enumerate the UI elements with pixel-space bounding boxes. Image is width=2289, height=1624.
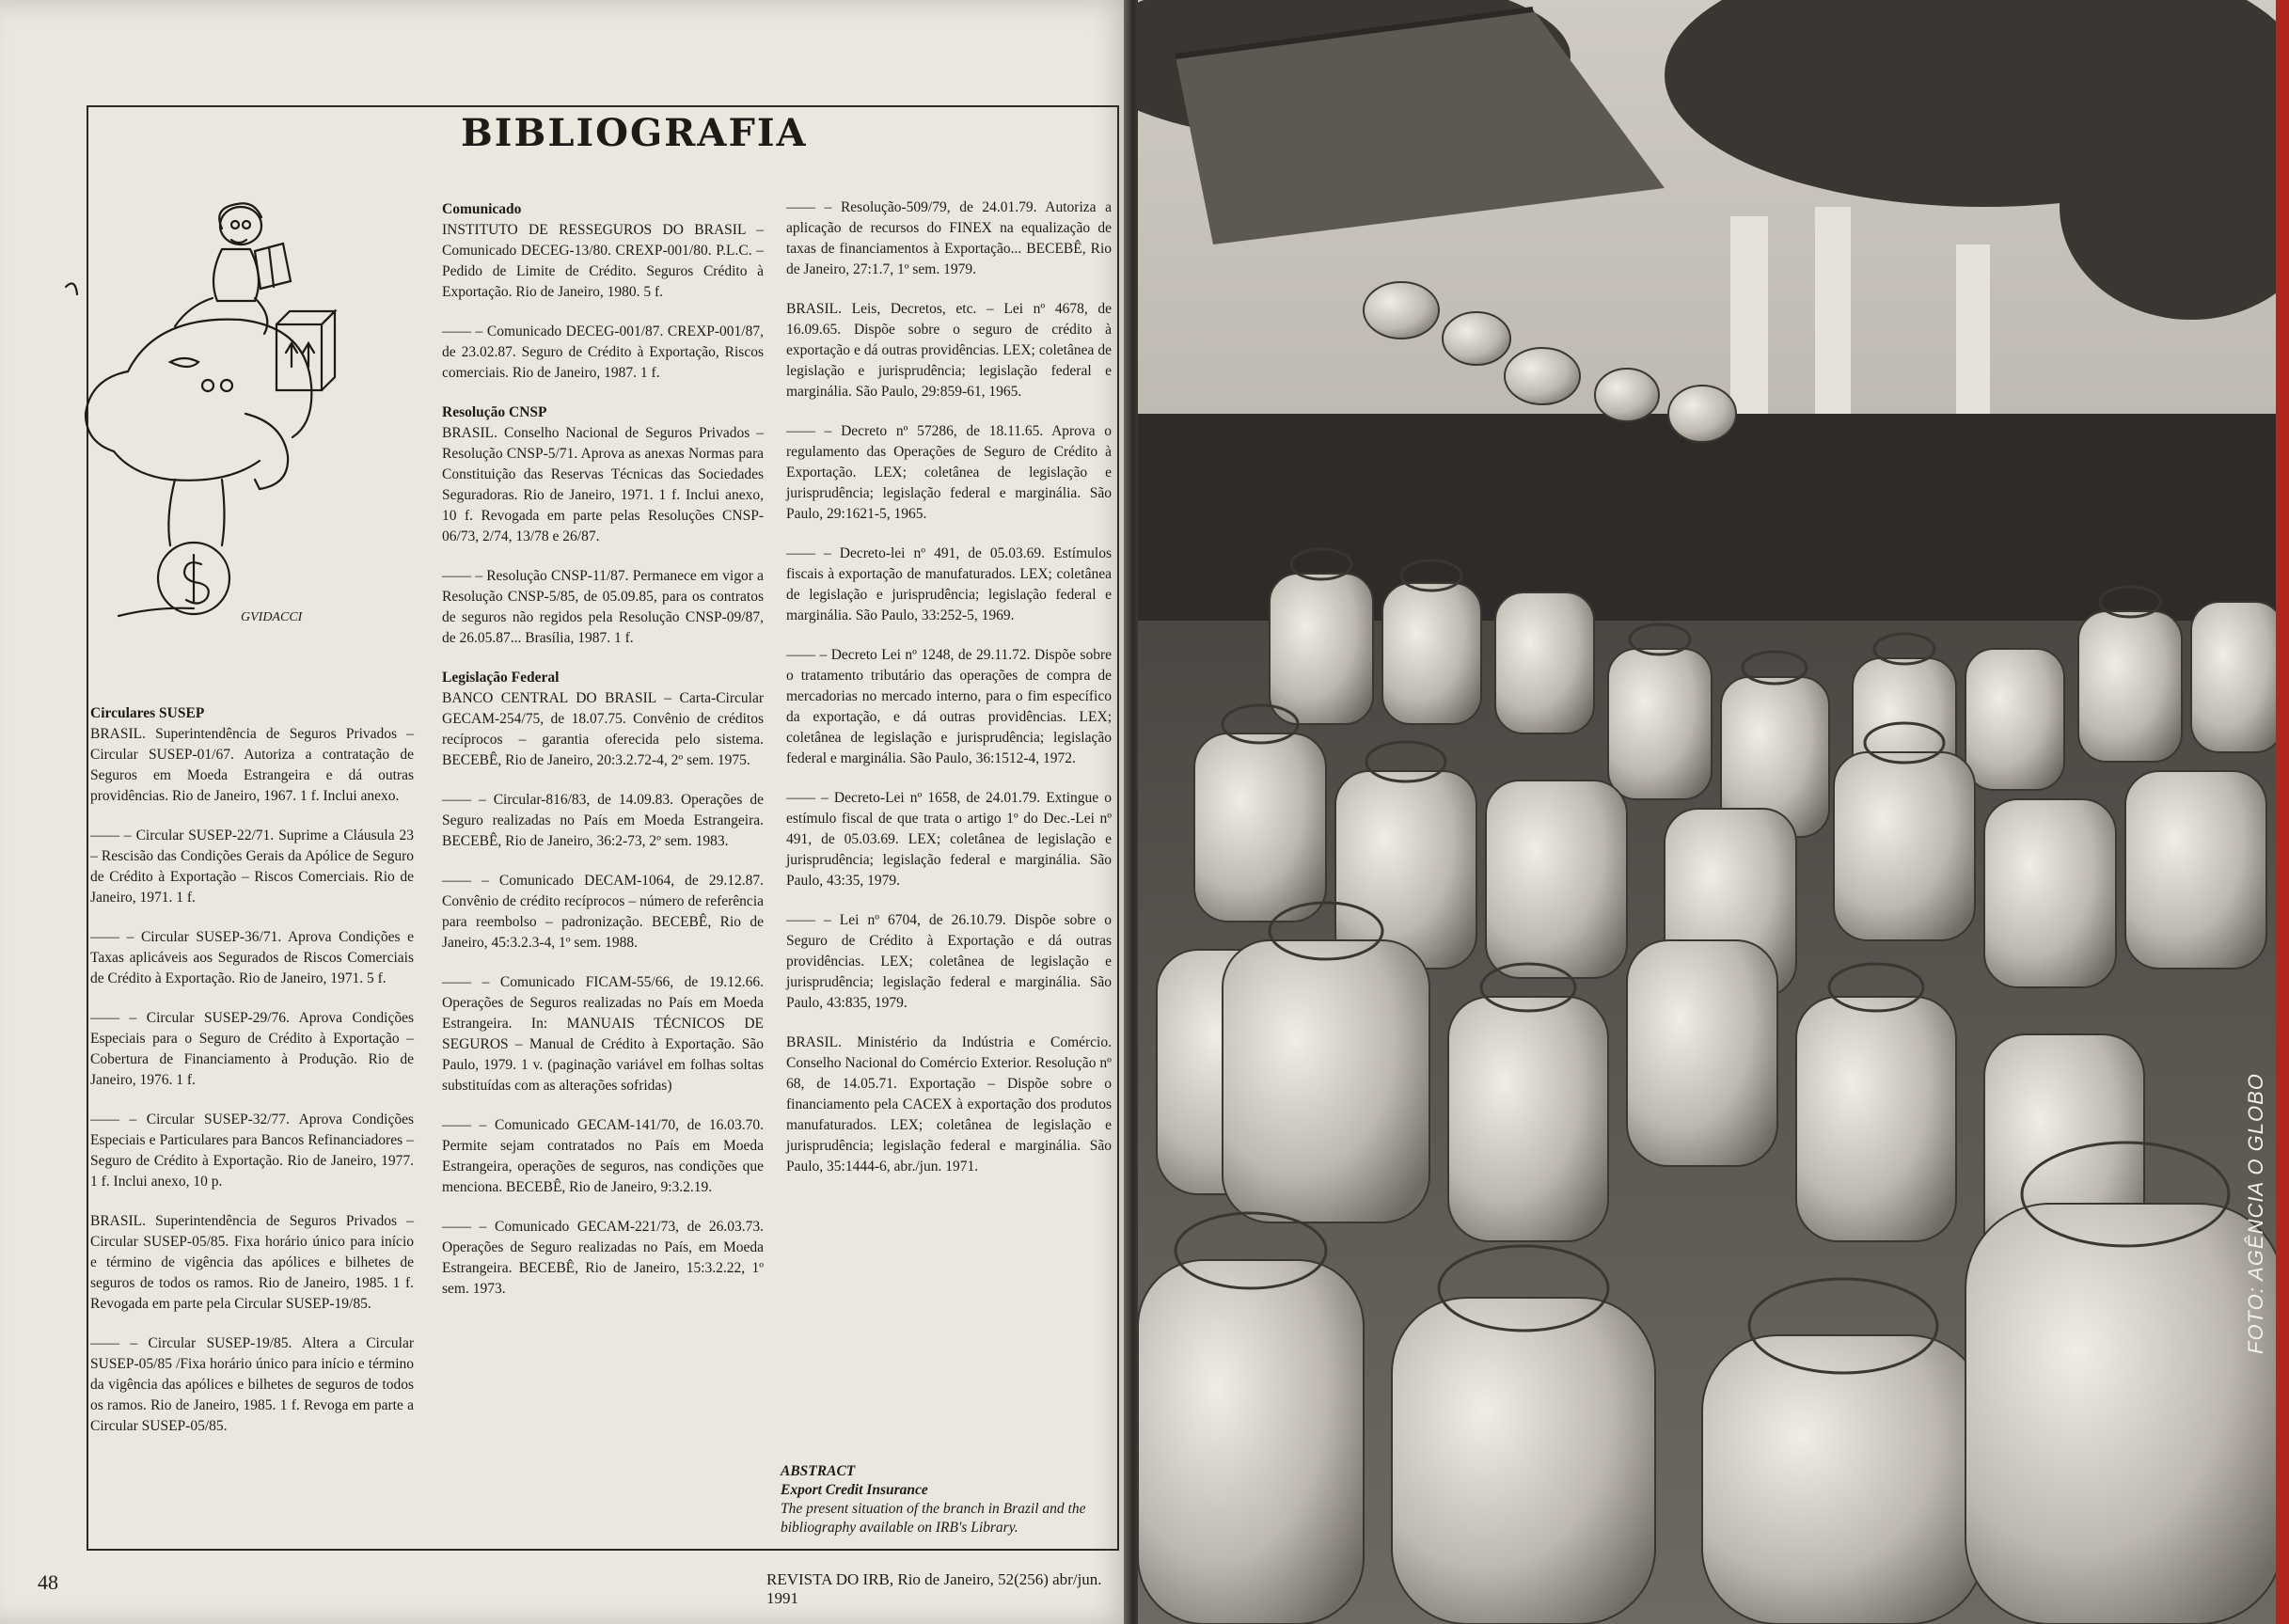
- bibliography-entry: —— – Comunicado DECEG-001/87. CREXP-001/87, de 23.02.87. Seguro de Crédito à Exportação, Riscos comerciais. Rio de Janeiro, 1987. 1 f.: [442, 323, 764, 381]
- bibliography-entry: BRASIL. Superintendência de Seguros Privados – Circular SUSEP-05/85. Fixa horário único para início e término de vigência das apólices e bilhetes de seguros de todos os ramos. Rio de Janeiro, 1985. 1 f. Revogada em parte pela Circular SUSEP-19/85.: [90, 1213, 414, 1312]
- section-heading: Resolução CNSP: [442, 404, 547, 420]
- left-page: [0, 0, 1133, 1624]
- bibliography-entry: —— – Circular SUSEP-19/85. Altera a Circular SUSEP-05/85 /Fixa horário único para início e término da vigência das apólices e bilhetes de seguros de todos os ramos. Rio de Janeiro, 1985. 1 f. Revoga em parte a Circular SUSEP-05/85.: [90, 1335, 414, 1434]
- abstract-subtitle: Export Credit Insurance: [781, 1482, 928, 1498]
- bibliography-entry: —— – Decreto Lei nº 1248, de 29.11.72. Dispõe sobre o tratamento tributário das operações de compra de mercadorias no mercado interno, para o fim específico da exportação, e dá outras providências. LEX; coletânea de legislação e jurisprudência; legislação federal e marginália. São Paulo, 36:1512-4, 1972.: [786, 647, 1112, 766]
- section-heading: Legislação Federal: [442, 670, 560, 686]
- bibliography-entry: BRASIL. Ministério da Indústria e Comércio. Conselho Nacional do Comércio Exterior. Resolução nº 68, de 14.05.71. Exportação – Dispõe sobre o financiamento pela CACEX à exportação dos produtos manufaturados. LEX; coletânea de legislação e jurisprudência; legislação federal e marginália. São Paulo, 35:1444-6, abr./jun. 1971.: [786, 1034, 1112, 1175]
- photo-credit: FOTO: AGÊNCIA O GLOBO: [2244, 1073, 2267, 1354]
- bibliography-entry: —— – Comunicado FICAM-55/66, de 19.12.66. Operações de Seguros realizadas no País em Moeda Estrangeira. In: MANUAIS TÉCNICOS DE SEGUROS – Manual de Crédito à Exportação. São Paulo, 1979. 1 v. (paginação variável em folhas soltas substituídas com as alterações sofridas): [442, 974, 764, 1094]
- bibliography-entry: —— – Decreto-Lei nº 1658, de 24.01.79. Extingue o estímulo fiscal de que trata o artigo 1º do Dec.-Lei nº 491, de 05.03.69. LEX; coletânea de legislação e jurisprudência; legislação federal e marginália. São Paulo, 43:35, 1979.: [786, 790, 1112, 889]
- bibliography-entry: BANCO CENTRAL DO BRASIL – Carta-Circular GECAM-254/75, de 18.07.75. Convênio de créditos recíprocos – garantia oferecida pelo sistema. BECEBÊ, Rio de Janeiro, 20:3.2.72-4, 2º sem. 1975.: [442, 690, 764, 768]
- bibliography-entry: BRASIL. Leis, Decretos, etc. – Lei nº 4678, de 16.09.65. Dispõe sobre o seguro de crédito à exportação e dá outras providências. LEX; coletânea de legislação e jurisprudência; legislação federal e marginália. São Paulo, 29:859-61, 1965.: [786, 301, 1112, 400]
- section-heading: Circulares SUSEP: [90, 705, 205, 721]
- bibliography-entry: —— – Lei nº 6704, de 26.10.79. Dispõe sobre o Seguro de Crédito à Exportação e dá outras providências. LEX; coletânea de legislação e jurisprudência; legislação federal e marginália. São Paulo, 43:835, 1979.: [786, 912, 1112, 1011]
- page-number: 48: [38, 1570, 58, 1594]
- elephant-cartoon: [62, 193, 344, 663]
- bibliography-entry: —— – Resolução CNSP-11/87. Permanece em vigor a Resolução CNSP-5/85, de 05.09.85, para os contratos de seguros não regidos pela Resolução CNSP-09/87, de 26.05.87... Brasília, 1987. 1 f.: [442, 568, 764, 646]
- bibliography-column-3: [786, 197, 1112, 1196]
- bibliography-entry: —— – Resolução-509/79, de 24.01.79. Autoriza a aplicação de recursos do FINEX na equalização de taxas de financiamentos à Exportação... BECEBÊ, Rio de Janeiro, 27:1.7, 1º sem. 1979.: [786, 199, 1112, 277]
- bibliography-entry: —— – Circular-816/83, de 14.09.83. Operações de Seguro realizadas no País em Moeda Estrangeira. BECEBÊ, Rio de Janeiro, 36:2-73, 2º sem. 1983.: [442, 792, 764, 849]
- photo-illustration: [1138, 0, 2283, 1624]
- gas-cylinders-photo: [1138, 0, 2283, 1624]
- cartoon-signature: GVIDACCI: [241, 610, 303, 624]
- journal-footer: REVISTA DO IRB, Rio de Janeiro, 52(256) abr/jun. 1991: [766, 1570, 1102, 1607]
- page-title: BIBLIOGRAFIA: [461, 111, 808, 155]
- abstract-text: The present situation of the branch in Brazil and the bibliography available on IRB's Library.: [781, 1501, 1086, 1536]
- abstract-block: [781, 1462, 1119, 1537]
- bibliography-entry: —— – Comunicado GECAM-221/73, de 26.03.73. Operações de Seguro realizadas no País, em Moeda Estrangeira. BECEBÊ, Rio de Janeiro, 15:3.2.22, 1º sem. 1973.: [442, 1219, 764, 1297]
- bibliography-entry: —— – Decreto-lei nº 491, de 05.03.69. Estímulos fiscais à exportação de manufaturados. LEX; coletânea de legislação e jurisprudência; legislação federal e marginália. São Paulo, 33:252-5, 1969.: [786, 545, 1112, 623]
- abstract-label: ABSTRACT: [781, 1463, 856, 1479]
- bibliography-entry: —— – Circular SUSEP-22/71. Suprime a Cláusula 23 – Rescisão das Condições Gerais da Apólice de Seguro de Crédito à Exportação – Riscos Comerciais. Rio de Janeiro, 1971. 1 f.: [90, 828, 414, 906]
- bibliography-column-1: [90, 703, 414, 1456]
- bibliography-entry: —— – Circular SUSEP-32/77. Aprova Condições Especiais e Particulares para Bancos Refinanciadores – Seguro de Crédito à Exportação. Rio de Janeiro, 1977. 1 f. Inclui anexo, 10 p.: [90, 1112, 414, 1190]
- cover-edge: [2276, 0, 2289, 1624]
- bibliography-entry: —— – Circular SUSEP-36/71. Aprova Condições e Taxas aplicáveis aos Segurados de Riscos Comerciais de Crédito à Exportação. Rio de Janeiro, 1971. 5 f.: [90, 929, 414, 986]
- bibliography-entry: INSTITUTO DE RESSEGUROS DO BRASIL – Comunicado DECEG-13/80. CREXP-001/80. P.L.C. – Pedido de Limite de Crédito. Seguros Crédito à Exportação. Rio de Janeiro, 1980. 5 f.: [442, 222, 764, 300]
- bibliography-entry: —— – Comunicado GECAM-141/70, de 16.03.70. Permite sejam contratados no País em Moeda Estrangeira, operações de seguros, nas condições que menciona. BECEBÊ, Rio de Janeiro, 9:3.2.19.: [442, 1117, 764, 1195]
- bibliography-column-2: [442, 199, 764, 1318]
- bibliography-entry: —— – Circular SUSEP-29/76. Aprova Condições Especiais para o Seguro de Crédito à Exportação – Cobertura de Financiamento à Produção. Rio de Janeiro, 1976. 1 f.: [90, 1010, 414, 1088]
- bibliography-entry: BRASIL. Superintendência de Seguros Privados – Circular SUSEP-01/67. Autoriza a contratação de Seguros em Moeda Estrangeira e dá outras providências. Rio de Janeiro, 1967. 1 f. Inclui anexo.: [90, 726, 414, 804]
- bibliography-entry: —— – Comunicado DECAM-1064, de 29.12.87. Convênio de crédito recíprocos – número de referência para reembolso – padronização. BECEBÊ, Rio de Janeiro, 45:3.2.3-4, 1º sem. 1988.: [442, 873, 764, 951]
- bibliography-entry: —— – Decreto nº 57286, de 18.11.65. Aprova o regulamento das Operações de Seguro de Crédito à Exportação. LEX; coletânea de legislação e jurisprudência; legislação federal e marginália. São Paulo, 29:1621-5, 1965.: [786, 423, 1112, 522]
- section-heading: Comunicado: [442, 201, 522, 217]
- bibliography-entry: BRASIL. Conselho Nacional de Seguros Privados – Resolução CNSP-5/71. Aprova as anexas Normas para Constituição das Reservas Técnicas das Sociedades Seguradoras. Rio de Janeiro, 1971. 1 f. Inclui anexo, 10 f. Revogada em parte pelas Resoluções CNSP-06/73, 2/74, 13/78 e 26/87.: [442, 425, 764, 544]
